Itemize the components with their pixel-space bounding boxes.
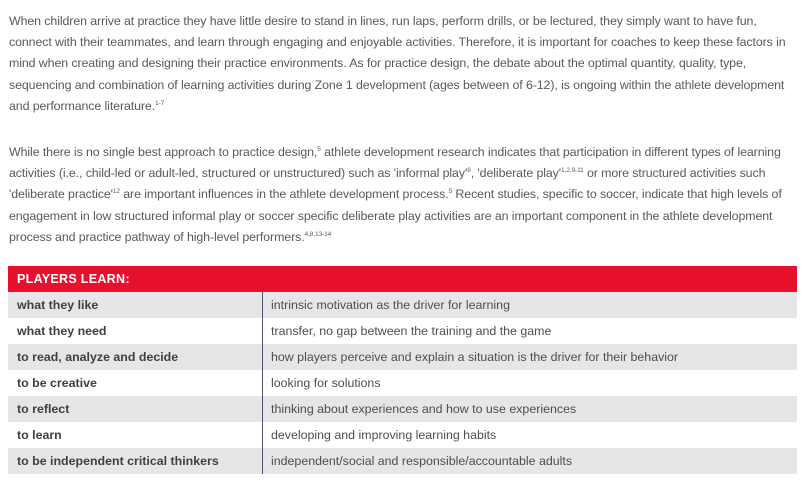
row-topic: what they like [17, 298, 99, 312]
reference-superscript: 1-7 [155, 99, 165, 107]
reference-superscript: 5 [317, 146, 321, 153]
row-topic: to be creative [17, 376, 97, 390]
research-text-5: are important influences in the athlete development process. [119, 187, 449, 202]
row-topic: to read, analyze and decide [17, 350, 179, 364]
row-topic: to be independent critical thinkers [17, 454, 219, 468]
table-row [8, 422, 797, 448]
row-topic: to learn [17, 428, 62, 442]
intro-paragraph-text: When children arrive at practice they have little desire to stand in lines, run laps, perform drills, or be lectured, they simply want to have fun, connect with their teammates, and learn through engaging and enjoyable activities. Therefore, it is important for coaches to keep these factors in mind when creating and designing their practice environments. As for practice design, the debate about the optimal quantity, quality, type, sequencing and combination of learning activities during Zone 1 development (ages between of 6-12), is ongoing within the athlete development and performance literature. [9, 14, 786, 113]
row-topic: to reflect [17, 402, 70, 416]
table-row [8, 344, 797, 370]
reference-superscript: 1,2,9-11 [561, 167, 584, 175]
reference-superscript: 8 [467, 167, 471, 175]
row-topic: what they need [17, 324, 107, 338]
research-text-4: or more structured activities such 'deliberate practice' [9, 166, 766, 202]
row-description: looking for solutions [262, 370, 797, 396]
row-description: intrinsic motivation as the driver for learning [262, 292, 797, 318]
row-description: thinking about experiences and how to use experiences [262, 396, 797, 422]
table-row [8, 448, 797, 474]
table-header: PLAYERS LEARN: [8, 266, 797, 292]
row-description: how players perceive and explain a situation is the driver for their behavior [262, 344, 797, 370]
research-text-3: , 'deliberate play' [470, 166, 562, 181]
table-row [8, 370, 797, 396]
table-row [8, 292, 797, 318]
research-text-2: athlete development research indicates that participation in different types of learning activities (i.e., child-led or adult-led, structured or unstructured) such as 'informal play' [9, 145, 781, 181]
row-description: transfer, no gap between the training and the game [262, 318, 797, 344]
table-row [8, 318, 797, 344]
research-text-6: Recent studies, specific to soccer, indicate that high levels of engagement in low structured informal play or soccer specific deliberate play activities are an important component in the athlete development process and practice pathway of high-level performers. [9, 187, 782, 244]
reference-superscript: 5 [448, 188, 453, 196]
table-row [8, 396, 797, 422]
players-learn-table [8, 266, 797, 474]
row-description: independent/social and responsible/accountable adults [262, 448, 797, 474]
intro-paragraph [9, 11, 799, 117]
research-paragraph [9, 142, 799, 248]
row-description: developing and improving learning habits [262, 422, 797, 448]
reference-superscript: 12 [112, 188, 120, 196]
research-text-1: While there is no single best approach to practice design, [9, 145, 318, 159]
reference-superscript: 4,8,13-14 [304, 230, 332, 238]
